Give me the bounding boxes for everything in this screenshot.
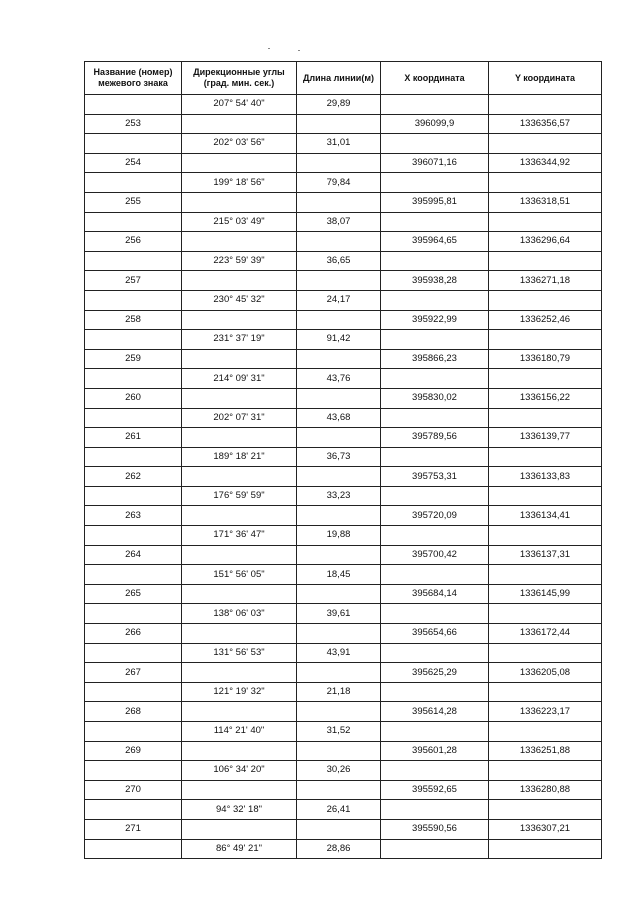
direction-angle-cell	[182, 271, 297, 291]
marker-name-cell: 254	[85, 153, 182, 173]
marker-name-cell: 266	[85, 624, 182, 644]
marker-name-cell	[85, 173, 182, 193]
marker-name-cell: 271	[85, 819, 182, 839]
line-length-cell: 21,18	[297, 682, 381, 702]
direction-angle-cell: 171° 36' 47"	[182, 526, 297, 546]
line-length-cell	[297, 271, 381, 291]
direction-angle-cell: 202° 03' 56"	[182, 134, 297, 154]
line-length-cell: 43,68	[297, 408, 381, 428]
y-coordinate-cell	[489, 173, 602, 193]
direction-angle-cell: 131° 56' 53"	[182, 643, 297, 663]
y-coordinate-cell: 1336307,21	[489, 819, 602, 839]
segment-row	[85, 800, 602, 820]
segment-row	[85, 369, 602, 389]
marker-row	[85, 584, 602, 604]
segment-row	[85, 526, 602, 546]
line-length-cell	[297, 192, 381, 212]
y-coordinate-cell	[489, 212, 602, 232]
segment-row	[85, 761, 602, 781]
marker-name-cell: 257	[85, 271, 182, 291]
table-body	[85, 95, 602, 859]
x-coordinate-cell	[381, 212, 489, 232]
y-coordinate-cell: 1336145,99	[489, 584, 602, 604]
line-length-cell	[297, 428, 381, 448]
marker-row	[85, 545, 602, 565]
marker-name-cell	[85, 290, 182, 310]
segment-row	[85, 134, 602, 154]
marker-name-cell	[85, 604, 182, 624]
direction-angle-cell	[182, 819, 297, 839]
direction-angle-cell: 202° 07' 31"	[182, 408, 297, 428]
x-coordinate-cell: 395922,99	[381, 310, 489, 330]
y-coordinate-cell: 1336252,46	[489, 310, 602, 330]
y-coordinate-cell	[489, 369, 602, 389]
x-coordinate-cell: 395700,42	[381, 545, 489, 565]
direction-angle-cell: 214° 09' 31"	[182, 369, 297, 389]
scan-speck	[298, 50, 300, 51]
x-coordinate-cell	[381, 95, 489, 115]
marker-name-cell: 263	[85, 506, 182, 526]
y-coordinate-cell	[489, 643, 602, 663]
segment-row	[85, 604, 602, 624]
marker-row	[85, 232, 602, 252]
direction-angle-cell	[182, 349, 297, 369]
line-length-cell	[297, 702, 381, 722]
marker-row	[85, 310, 602, 330]
marker-name-cell: 262	[85, 467, 182, 487]
line-length-cell: 31,52	[297, 722, 381, 742]
line-length-cell: 31,01	[297, 134, 381, 154]
marker-row	[85, 819, 602, 839]
y-coordinate-cell	[489, 800, 602, 820]
line-length-cell	[297, 584, 381, 604]
segment-row	[85, 408, 602, 428]
y-coordinate-cell	[489, 486, 602, 506]
direction-angle-cell	[182, 663, 297, 683]
marker-name-cell	[85, 682, 182, 702]
y-coordinate-cell: 1336134,41	[489, 506, 602, 526]
boundary-coordinates-table	[84, 61, 602, 859]
line-length-cell	[297, 349, 381, 369]
direction-angle-cell	[182, 624, 297, 644]
segment-row	[85, 682, 602, 702]
x-coordinate-cell: 395614,28	[381, 702, 489, 722]
segment-row	[85, 643, 602, 663]
direction-angle-cell: 176° 59' 59"	[182, 486, 297, 506]
y-coordinate-cell	[489, 290, 602, 310]
y-coordinate-cell	[489, 722, 602, 742]
marker-name-cell	[85, 447, 182, 467]
direction-angle-cell	[182, 388, 297, 408]
y-coordinate-cell	[489, 526, 602, 546]
marker-name-cell	[85, 212, 182, 232]
marker-row	[85, 467, 602, 487]
direction-angle-cell	[182, 232, 297, 252]
segment-row	[85, 330, 602, 350]
x-coordinate-cell: 395592,65	[381, 780, 489, 800]
marker-row	[85, 349, 602, 369]
marker-row	[85, 388, 602, 408]
y-coordinate-cell: 1336344,92	[489, 153, 602, 173]
direction-angle-cell	[182, 506, 297, 526]
marker-name-cell	[85, 526, 182, 546]
line-length-cell	[297, 741, 381, 761]
x-coordinate-cell	[381, 486, 489, 506]
x-coordinate-cell	[381, 173, 489, 193]
line-length-cell: 24,17	[297, 290, 381, 310]
x-coordinate-cell	[381, 447, 489, 467]
marker-row	[85, 192, 602, 212]
marker-row	[85, 702, 602, 722]
line-length-cell: 79,84	[297, 173, 381, 193]
line-length-cell: 18,45	[297, 565, 381, 585]
direction-angle-cell: 121° 19' 32"	[182, 682, 297, 702]
y-coordinate-cell: 1336133,83	[489, 467, 602, 487]
direction-angle-cell	[182, 780, 297, 800]
header-y-coordinate: Y координата	[489, 62, 602, 95]
direction-angle-cell: 106° 34' 20"	[182, 761, 297, 781]
marker-name-cell: 269	[85, 741, 182, 761]
x-coordinate-cell: 395789,56	[381, 428, 489, 448]
direction-angle-cell	[182, 545, 297, 565]
line-length-cell	[297, 545, 381, 565]
line-length-cell: 33,23	[297, 486, 381, 506]
header-line-length: Длина линии(м)	[297, 62, 381, 95]
line-length-cell	[297, 232, 381, 252]
line-length-cell	[297, 467, 381, 487]
y-coordinate-cell: 1336318,51	[489, 192, 602, 212]
line-length-cell: 43,91	[297, 643, 381, 663]
x-coordinate-cell	[381, 643, 489, 663]
x-coordinate-cell: 395753,31	[381, 467, 489, 487]
direction-angle-cell	[182, 310, 297, 330]
header-direction-angle: Дирекционные углы (град. мин. сек.)	[182, 62, 297, 95]
x-coordinate-cell: 395866,23	[381, 349, 489, 369]
y-coordinate-cell: 1336137,31	[489, 545, 602, 565]
y-coordinate-cell: 1336223,17	[489, 702, 602, 722]
line-length-cell: 36,73	[297, 447, 381, 467]
segment-row	[85, 173, 602, 193]
marker-name-cell	[85, 330, 182, 350]
direction-angle-cell	[182, 584, 297, 604]
x-coordinate-cell: 395964,65	[381, 232, 489, 252]
line-length-cell	[297, 624, 381, 644]
y-coordinate-cell: 1336280,88	[489, 780, 602, 800]
direction-angle-cell	[182, 428, 297, 448]
x-coordinate-cell: 395995,81	[381, 192, 489, 212]
segment-row	[85, 486, 602, 506]
y-coordinate-cell	[489, 408, 602, 428]
marker-name-cell	[85, 369, 182, 389]
direction-angle-cell: 189° 18' 21"	[182, 447, 297, 467]
marker-name-cell: 259	[85, 349, 182, 369]
marker-name-cell: 258	[85, 310, 182, 330]
y-coordinate-cell	[489, 682, 602, 702]
line-length-cell: 19,88	[297, 526, 381, 546]
y-coordinate-cell	[489, 761, 602, 781]
header-x-coordinate: X координата	[381, 62, 489, 95]
header-marker-name: Название (номер) межевого знака	[85, 62, 182, 95]
marker-name-cell	[85, 408, 182, 428]
marker-row	[85, 506, 602, 526]
y-coordinate-cell: 1336356,57	[489, 114, 602, 134]
line-length-cell	[297, 780, 381, 800]
marker-name-cell: 253	[85, 114, 182, 134]
direction-angle-cell	[182, 153, 297, 173]
line-length-cell: 29,89	[297, 95, 381, 115]
marker-name-cell	[85, 800, 182, 820]
x-coordinate-cell	[381, 722, 489, 742]
x-coordinate-cell: 396071,16	[381, 153, 489, 173]
marker-name-cell	[85, 565, 182, 585]
y-coordinate-cell: 1336156,22	[489, 388, 602, 408]
x-coordinate-cell	[381, 565, 489, 585]
marker-name-cell: 268	[85, 702, 182, 722]
x-coordinate-cell	[381, 604, 489, 624]
x-coordinate-cell	[381, 369, 489, 389]
x-coordinate-cell: 395590,56	[381, 819, 489, 839]
line-length-cell: 36,65	[297, 251, 381, 271]
direction-angle-cell: 86° 49' 21"	[182, 839, 297, 859]
line-length-cell	[297, 114, 381, 134]
line-length-cell: 91,42	[297, 330, 381, 350]
marker-row	[85, 780, 602, 800]
y-coordinate-cell: 1336172,44	[489, 624, 602, 644]
line-length-cell	[297, 153, 381, 173]
x-coordinate-cell	[381, 408, 489, 428]
marker-row	[85, 114, 602, 134]
y-coordinate-cell	[489, 447, 602, 467]
y-coordinate-cell: 1336205,08	[489, 663, 602, 683]
marker-name-cell	[85, 643, 182, 663]
y-coordinate-cell: 1336139,77	[489, 428, 602, 448]
marker-row	[85, 741, 602, 761]
line-length-cell	[297, 388, 381, 408]
marker-name-cell: 260	[85, 388, 182, 408]
direction-angle-cell: 215° 03' 49"	[182, 212, 297, 232]
x-coordinate-cell	[381, 330, 489, 350]
x-coordinate-cell: 395684,14	[381, 584, 489, 604]
x-coordinate-cell: 395938,28	[381, 271, 489, 291]
direction-angle-cell	[182, 741, 297, 761]
x-coordinate-cell	[381, 290, 489, 310]
segment-row	[85, 839, 602, 859]
direction-angle-cell: 138° 06' 03"	[182, 604, 297, 624]
x-coordinate-cell	[381, 800, 489, 820]
y-coordinate-cell	[489, 565, 602, 585]
y-coordinate-cell	[489, 839, 602, 859]
direction-angle-cell: 94° 32' 18"	[182, 800, 297, 820]
line-length-cell: 39,61	[297, 604, 381, 624]
marker-name-cell: 270	[85, 780, 182, 800]
marker-name-cell: 265	[85, 584, 182, 604]
x-coordinate-cell	[381, 839, 489, 859]
marker-name-cell: 261	[85, 428, 182, 448]
y-coordinate-cell: 1336180,79	[489, 349, 602, 369]
marker-name-cell: 255	[85, 192, 182, 212]
marker-name-cell	[85, 722, 182, 742]
line-length-cell: 43,76	[297, 369, 381, 389]
segment-row	[85, 722, 602, 742]
marker-name-cell: 256	[85, 232, 182, 252]
marker-name-cell: 267	[85, 663, 182, 683]
direction-angle-cell: 114° 21' 40"	[182, 722, 297, 742]
y-coordinate-cell: 1336296,64	[489, 232, 602, 252]
marker-row	[85, 663, 602, 683]
segment-row	[85, 212, 602, 232]
x-coordinate-cell	[381, 682, 489, 702]
segment-row	[85, 447, 602, 467]
y-coordinate-cell	[489, 251, 602, 271]
direction-angle-cell: 199° 18' 56"	[182, 173, 297, 193]
direction-angle-cell	[182, 192, 297, 212]
direction-angle-cell	[182, 702, 297, 722]
marker-name-cell	[85, 251, 182, 271]
segment-row	[85, 251, 602, 271]
marker-row	[85, 624, 602, 644]
x-coordinate-cell: 396099,9	[381, 114, 489, 134]
line-length-cell: 30,26	[297, 761, 381, 781]
direction-angle-cell: 230° 45' 32"	[182, 290, 297, 310]
scan-speck	[268, 48, 270, 49]
direction-angle-cell: 207° 54' 40"	[182, 95, 297, 115]
marker-name-cell	[85, 761, 182, 781]
marker-name-cell	[85, 486, 182, 506]
direction-angle-cell: 231° 37' 19"	[182, 330, 297, 350]
segment-row	[85, 95, 602, 115]
y-coordinate-cell	[489, 134, 602, 154]
marker-name-cell	[85, 95, 182, 115]
line-length-cell	[297, 819, 381, 839]
marker-row	[85, 153, 602, 173]
line-length-cell	[297, 663, 381, 683]
x-coordinate-cell: 395625,29	[381, 663, 489, 683]
marker-row	[85, 428, 602, 448]
x-coordinate-cell	[381, 526, 489, 546]
direction-angle-cell: 151° 56' 05"	[182, 565, 297, 585]
marker-name-cell	[85, 134, 182, 154]
table-header-row	[85, 62, 602, 95]
segment-row	[85, 565, 602, 585]
x-coordinate-cell: 395720,09	[381, 506, 489, 526]
direction-angle-cell: 223° 59' 39"	[182, 251, 297, 271]
x-coordinate-cell: 395654,66	[381, 624, 489, 644]
marker-name-cell	[85, 839, 182, 859]
y-coordinate-cell: 1336251,88	[489, 741, 602, 761]
direction-angle-cell	[182, 114, 297, 134]
y-coordinate-cell	[489, 330, 602, 350]
x-coordinate-cell: 395830,02	[381, 388, 489, 408]
y-coordinate-cell	[489, 95, 602, 115]
segment-row	[85, 290, 602, 310]
line-length-cell: 38,07	[297, 212, 381, 232]
x-coordinate-cell	[381, 134, 489, 154]
x-coordinate-cell: 395601,28	[381, 741, 489, 761]
marker-row	[85, 271, 602, 291]
line-length-cell: 26,41	[297, 800, 381, 820]
x-coordinate-cell	[381, 761, 489, 781]
direction-angle-cell	[182, 467, 297, 487]
y-coordinate-cell: 1336271,18	[489, 271, 602, 291]
line-length-cell: 28,86	[297, 839, 381, 859]
marker-name-cell: 264	[85, 545, 182, 565]
line-length-cell	[297, 310, 381, 330]
y-coordinate-cell	[489, 604, 602, 624]
line-length-cell	[297, 506, 381, 526]
x-coordinate-cell	[381, 251, 489, 271]
